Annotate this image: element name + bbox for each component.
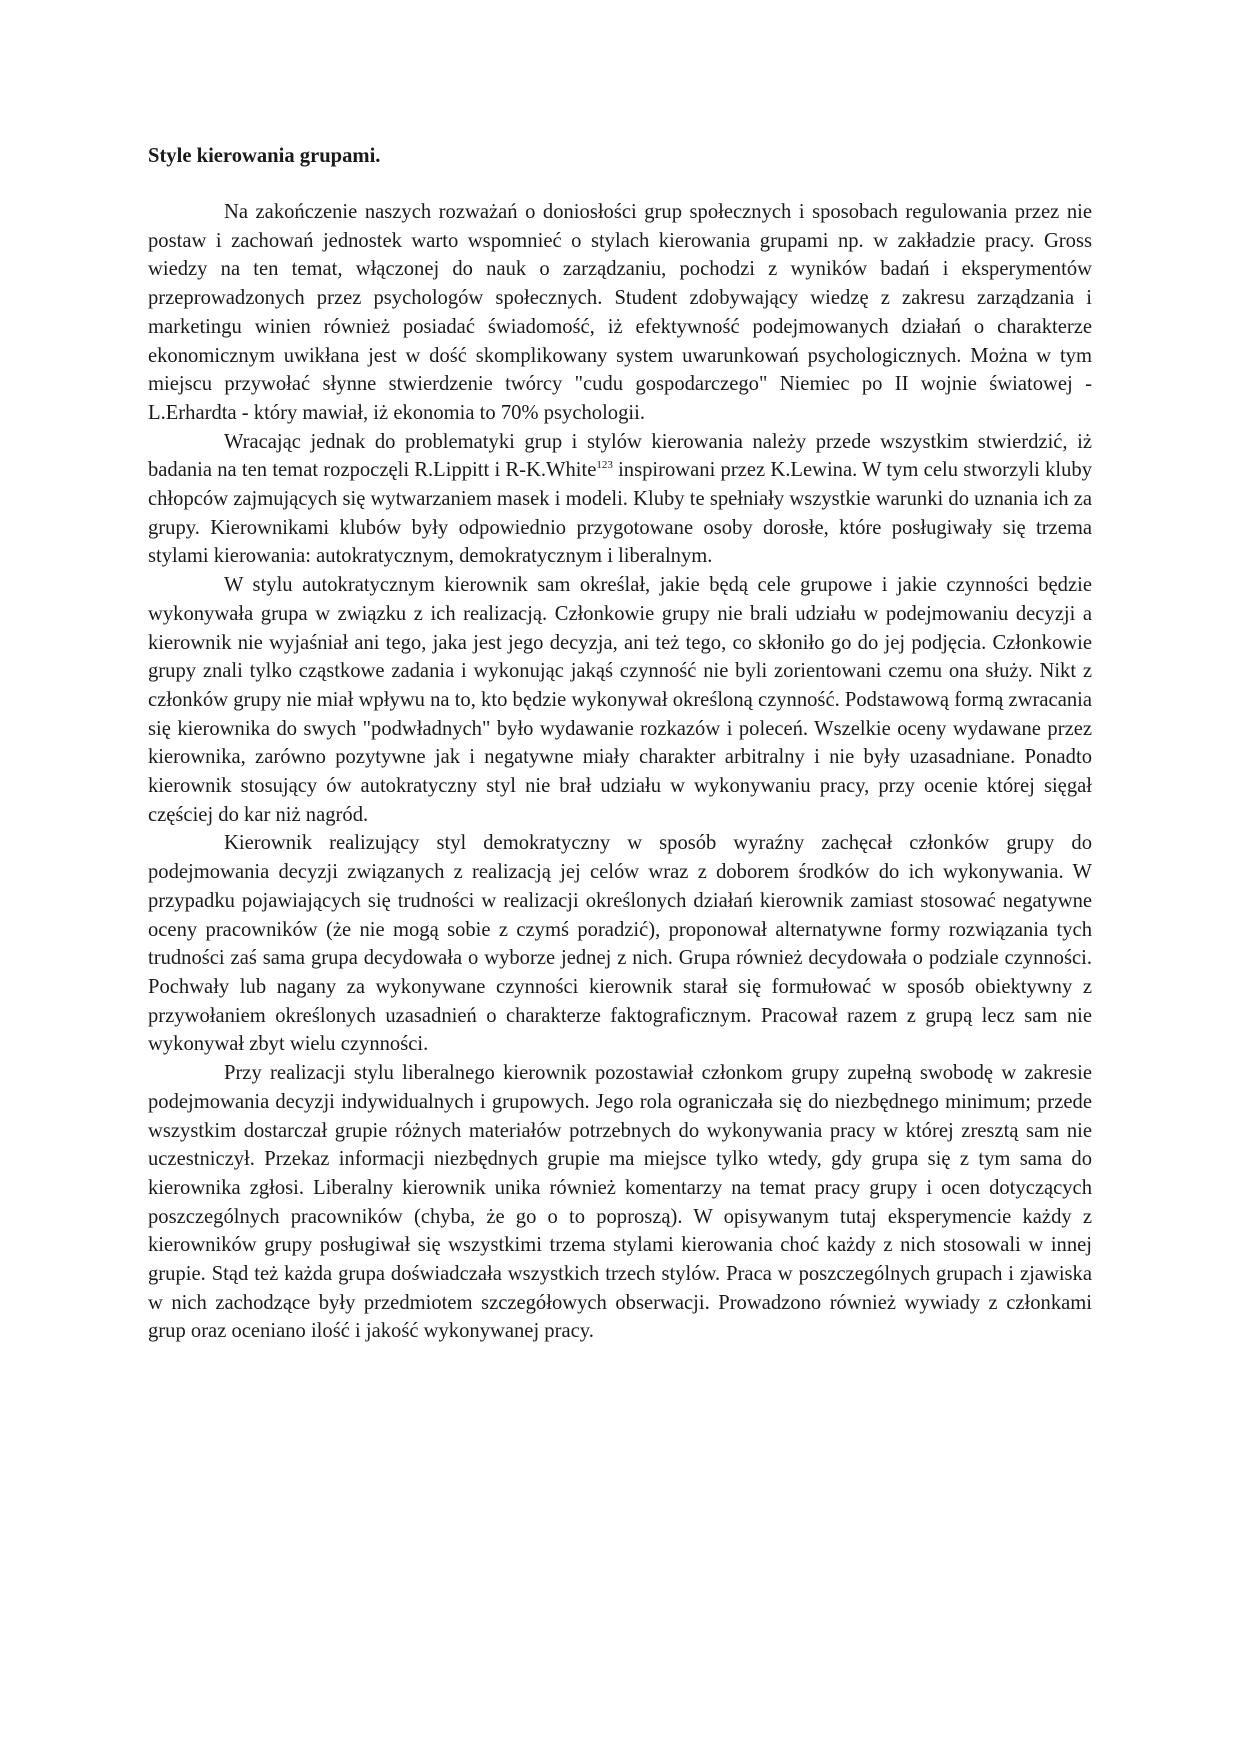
paragraph-research-text-after: inspirowani przez K.Lewina. W tym celu stworzyli kluby chłopców zajmujących się wytwarzaniem masek i modeli. Kluby te spełniały wszystkie warunki do uznania ich za grupy. Kierownikami klubów były odpowiednio przygotowane osoby dorosłe, które posługiwały się trzema stylami kierowania: autokratycznym, demokratycznym i liberalnym.: [148, 459, 1092, 568]
document-page: [148, 142, 1092, 1346]
paragraph-autocratic-style: W stylu autokratycznym kierownik sam określał, jakie będą cele grupowe i jakie czynności będzie wykonywała grupa w związku z ich realizacją. Członkowie grupy nie brali udziału w podejmowaniu decyzji a kierownik nie wyjaśniał ani tego, jaka jest jego decyzja, ani też tego, co skłoniło go do jej podjęcia. Członkowie grupy znali tylko cząstkowe zadania i wykonując jakąś czynność nie byli zorientowani czemu ona służy. Nikt z członków grupy nie miał wpływu na to, kto będzie wykonywał określoną czynność. Podstawową formą zwracania się kierownika do swych "podwładnych" było wydawanie rozkazów i poleceń. Wszelkie oceny wydawane przez kierownika, zarówno pozytywne jak i negatywne miały charakter arbitralny i nie były uzasadniane. Ponadto kierownik stosujący ów autokratyczny styl nie brał udziału w wykonywaniu pracy, przy ocenie której sięgał częściej do kar niż nagród.: [148, 574, 1092, 826]
document-title: Style kierowania grupami.: [148, 145, 381, 167]
paragraph-intro: Na zakończenie naszych rozważań o doniosłości grup społecznych i sposobach regulowania przez nie postaw i zachowań jednostek warto wspomnieć o stylach kierowania grupami np. w zakładzie pracy. Gross wiedzy na ten temat, włączonej do nauk o zarządzaniu, pochodzi z wyników badań i eksperymentów przeprowadzonych przez psychologów społecznych. Student zdobywający wiedzę z zakresu zarządzania i marketingu winien również posiadać świadomość, iż efektywność podejmowanych działań o charakterze ekonomicznym uwikłana jest w dość skomplikowany system uwarunkowań psychologicznych. Można w tym miejscu przywołać słynne stwierdzenie twórcy "cudu gospodarczego" Niemiec po II wojnie światowej - L.Erhardta - który mawiał, iż ekonomia to 70% psychologii.: [148, 201, 1092, 424]
footnote-marker: 123: [596, 459, 613, 472]
paragraph-research: [148, 428, 1092, 572]
paragraph-democratic-style: Kierownik realizujący styl demokratyczny w sposób wyraźny zachęcał członków grupy do podejmowania decyzji związanych z realizacją jej celów wraz z doborem środków do ich wykonywania. W przypadku pojawiających się trudności w realizacji określonych działań kierownik zamiast stosować negatywne oceny pracowników (że nie mogą sobie z czymś poradzić), proponował alternatywne formy rozwiązania tych trudności zaś sama grupa decydowała o wyborze jednej z nich. Grupa również decydowała o podziale czynności. Pochwały lub nagany za wykonywane czynności kierownik starał się formułować w sposób obiektywny z przywołaniem określonych uzasadnień o charakterze faktograficznym. Pracował razem z grupą lecz sam nie wykonywał zbyt wielu czynności.: [148, 832, 1092, 1056]
paragraph-research-text-before: Wracając jednak do problematyki grup i stylów kierowania należy przede wszystkim stwierdzić, iż badania na ten temat rozpoczęli R.Lippitt i R-K.White: [148, 430, 1092, 482]
paragraph-liberal-style: Przy realizacji stylu liberalnego kierownik pozostawiał członkom grupy zupełną swobodę w zakresie podejmowania decyzji indywidualnych i grupowych. Jego rola ograniczała się do niezbędnego minimum; przede wszystkim dostarczał grupie różnych materiałów potrzebnych do wykonywania pracy w której zresztą sam nie uczestniczył. Przekaz informacji niezbędnych grupie ma miejsce tylko wtedy, gdy grupa się z tym sama do kierownika zgłosi. Liberalny kierownik unika również komentarzy na temat pracy grupy i ocen dotyczących poszczególnych pracowników (chyba, że go o to poproszą). W opisywanym tutaj eksperymencie każdy z kierowników grupy posługiwał się wszystkimi trzema stylami kierowania choć każdy z nich stosowali w innej grupie. Stąd też każda grupa doświadczała wszystkich trzech stylów. Praca w poszczególnych grupach i zjawiska w nich zachodzące były przedmiotem szczegółowych obserwacji. Prowadzono również wywiady z członkami grup oraz oceniano ilość i jakość wykonywanej pracy.: [148, 1062, 1092, 1343]
